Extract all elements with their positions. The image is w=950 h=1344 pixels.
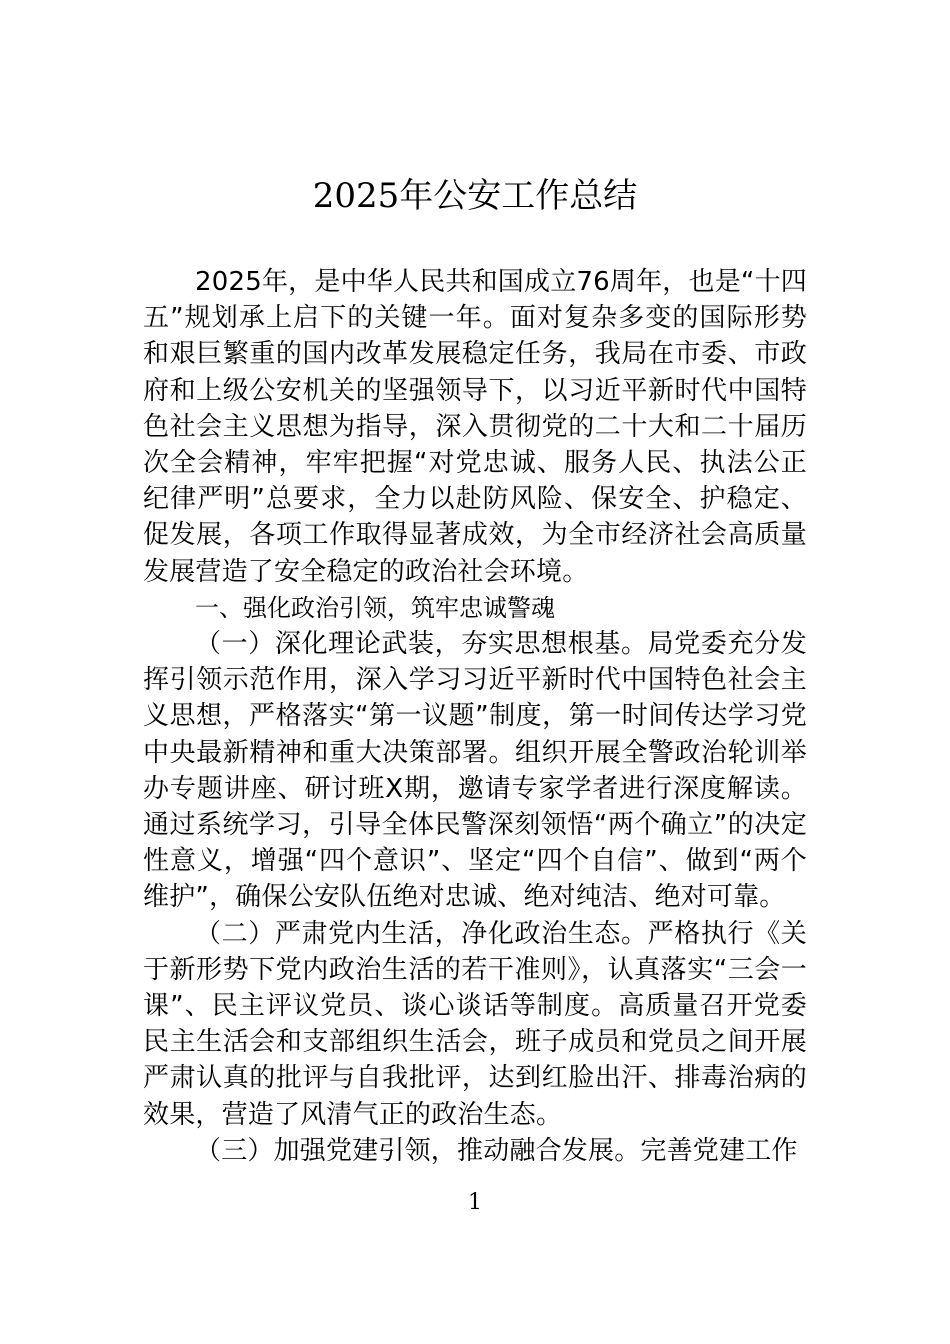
subsection-paragraph-1: （一）深化理论武装，夯实思想根基。局党委充分发挥引领示范作用，深入学习习近平新时代中国特色社会主义思想，严格落实“第一议题”制度，第一时间传达学习党中央最新精神和重大决策部署。组织开展全警政治轮训举办专题讲座、研讨班X期，邀请专家学者进行深度解读。通过系统学习，引导全体民警深刻领悟“两个确立”的决定性意义，增强“四个意识”、坚定“四个自信”、做到“两个维护”，确保公安队伍绝对忠诚、绝对纯洁、绝对可靠。 (143, 629, 807, 913)
document-body (143, 264, 807, 1169)
page-number: 1 (468, 1190, 482, 1215)
intro-paragraph: 2025年，是中华人民共和国成立76周年，也是“十四五”规划承上启下的关键一年。面对复杂多变的国际形势和艰巨繁重的国内改革发展稳定任务，我局在市委、市政府和上级公安机关的坚强领导下，以习近平新时代中国特色社会主义思想为指导，深入贯彻党的二十大和二十届历次全会精神，牢牢把握“对党忠诚、服务人民、执法公正纪律严明”总要求，全力以赴防风险、保安全、护稳定、促发展，各项工作取得显著成效，为全市经济社会高质量发展营造了安全稳定的政治社会环境。 (143, 267, 807, 587)
section-heading-1: 一、强化政治引领，筑牢忠诚警魂 (195, 593, 555, 622)
subsection-paragraph-2: （二）严肃党内生活，净化政治生态。严格执行《关于新形势下党内政治生活的若干准则》，认真落实“三会一课”、民主评议党员、谈心谈话等制度。高质量召开党委民主生活会和支部组织生活会，班子成员和党员之间开展严肃认真的批评与自我批评，达到红脸出汗、排毒治病的效果，营造了风清气正的政治生态。 (143, 918, 807, 1130)
subsection-paragraph-3: （三）加强党建引领，推动融合发展。完善党建工作 (195, 1135, 798, 1166)
document-title: 2025年公安工作总结 (312, 176, 638, 216)
